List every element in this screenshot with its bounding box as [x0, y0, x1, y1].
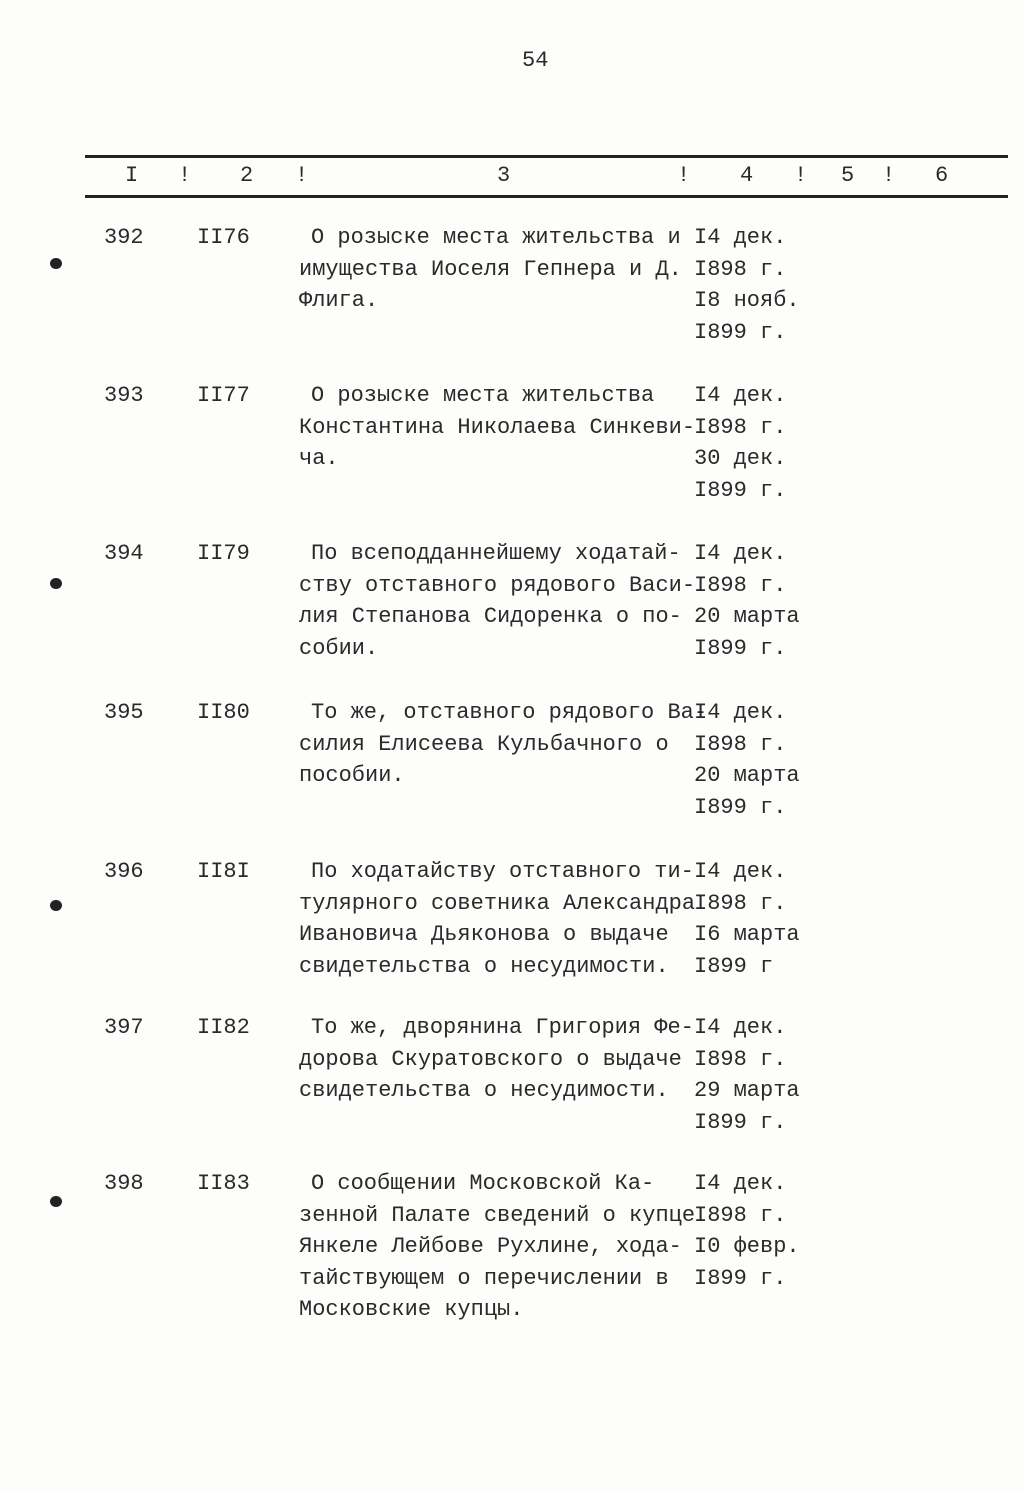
record-dates	[694, 222, 834, 348]
page-number: 54	[522, 48, 549, 73]
header-top-rule	[85, 155, 1008, 158]
file-number: II76	[197, 225, 250, 250]
title-line: тулярного советника Александра	[299, 890, 696, 916]
date-line: I8 нояб.	[694, 288, 800, 313]
title-line: ству отставного рядового Васи-	[299, 572, 696, 598]
date-line: I898 г.	[694, 731, 787, 757]
record-title	[299, 697, 708, 792]
header-bottom-rule	[85, 195, 1008, 198]
date-line: I4 дек.	[694, 700, 787, 725]
title-line: То же, дворянина Григория Фе-	[311, 1015, 694, 1040]
record-title	[299, 222, 699, 317]
date-line: I899 г.	[694, 635, 787, 661]
title-line: свидетельства о несудимости.	[299, 953, 669, 979]
title-line: Ивановича Дьяконова о выдаче	[299, 922, 669, 947]
date-line: I4 дек.	[694, 1171, 787, 1196]
date-line: I0 февр.	[694, 1234, 800, 1259]
date-line: I898 г.	[694, 414, 787, 440]
file-number: II80	[197, 700, 250, 725]
file-number: II8I	[197, 859, 250, 884]
date-line: I4 дек.	[694, 225, 787, 250]
file-number: II83	[197, 1171, 250, 1196]
date-line: I899 г	[694, 953, 774, 979]
date-line: 29 марта	[694, 1078, 800, 1103]
date-line: 30 дек.	[694, 446, 787, 471]
header-col-6: 6	[935, 163, 949, 188]
date-line: I899 г.	[694, 1109, 787, 1135]
record-number: 397	[104, 1015, 144, 1040]
title-line: дорова Скуратовского о выдаче	[299, 1046, 682, 1072]
title-line: тайствующем о перечислении в	[299, 1265, 669, 1291]
title-line: лия Степанова Сидоренка о по-	[299, 604, 682, 629]
record-number: 393	[104, 383, 144, 408]
record-dates	[694, 1012, 834, 1138]
header-col-2: 2	[240, 163, 254, 188]
record-number: 396	[104, 859, 144, 884]
punch-hole-mark	[50, 900, 62, 911]
record-number: 394	[104, 541, 144, 566]
record-title	[299, 380, 699, 475]
punch-hole-mark	[50, 1196, 62, 1207]
title-line: свидетельства о несудимости.	[299, 1078, 669, 1103]
title-line: Флига.	[299, 288, 379, 313]
date-line: I4 дек.	[694, 383, 787, 408]
title-line: зенной Палате сведений о купце	[299, 1202, 696, 1228]
header-col-1: I	[125, 163, 139, 188]
record-dates	[694, 697, 834, 823]
date-line: I899 г.	[694, 794, 787, 820]
date-line: I4 дек.	[694, 541, 787, 566]
header-col-4: 4	[740, 163, 754, 188]
title-line: Янкеле Лейбове Рухлине, хода-	[299, 1234, 682, 1259]
title-line: О розыске места жительства и	[311, 225, 681, 250]
title-line: Константина Николаева Синкеви-	[299, 414, 696, 440]
header-sep: !	[882, 163, 896, 188]
record-dates	[694, 1168, 834, 1294]
record-dates	[694, 380, 834, 506]
date-line: I898 г.	[694, 572, 787, 598]
date-line: I899 г.	[694, 477, 787, 503]
record-title	[299, 1168, 699, 1326]
record-title	[299, 856, 699, 982]
file-number: II82	[197, 1015, 250, 1040]
title-line: О сообщении Московской Ка-	[311, 1171, 655, 1196]
title-line: имущества Иоселя Гепнера и Д.	[299, 256, 682, 282]
title-line: О розыске места жительства	[311, 383, 655, 408]
record-title	[299, 1012, 699, 1107]
header-sep: !	[677, 163, 691, 188]
date-line: I4 дек.	[694, 1015, 787, 1040]
title-line: По ходатайству отставного ти-	[311, 859, 694, 884]
punch-hole-mark	[50, 258, 62, 269]
title-line: То же, отставного рядового Ва-	[311, 700, 708, 725]
file-number: II77	[197, 383, 250, 408]
date-line: I898 г.	[694, 1202, 787, 1228]
date-line: I899 г.	[694, 319, 787, 345]
date-line: I898 г.	[694, 890, 787, 916]
record-number: 392	[104, 225, 144, 250]
header-col-3: 3	[497, 163, 511, 188]
date-line: I899 г.	[694, 1265, 787, 1291]
date-line: 20 марта	[694, 604, 800, 629]
punch-hole-mark	[50, 578, 62, 589]
table-header	[0, 163, 1024, 191]
record-dates	[694, 538, 834, 664]
header-sep: !	[794, 163, 808, 188]
header-col-5: 5	[841, 163, 855, 188]
record-number: 398	[104, 1171, 144, 1196]
title-line: ча.	[299, 446, 339, 471]
date-line: I4 дек.	[694, 859, 787, 884]
date-line: 20 марта	[694, 763, 800, 788]
title-line: собии.	[299, 635, 379, 661]
title-line: Московские купцы.	[299, 1297, 524, 1322]
record-number: 395	[104, 700, 144, 725]
file-number: II79	[197, 541, 250, 566]
header-sep: !	[295, 163, 309, 188]
title-line: По всеподданнейшему ходатай-	[311, 541, 681, 566]
date-line: I898 г.	[694, 1046, 787, 1072]
date-line: I898 г.	[694, 256, 787, 282]
date-line: I6 марта	[694, 922, 800, 947]
header-sep: !	[178, 163, 192, 188]
record-dates	[694, 856, 834, 982]
title-line: силия Елисеева Кульбачного о	[299, 731, 669, 757]
record-title	[299, 538, 699, 664]
title-line: пособии.	[299, 763, 405, 788]
